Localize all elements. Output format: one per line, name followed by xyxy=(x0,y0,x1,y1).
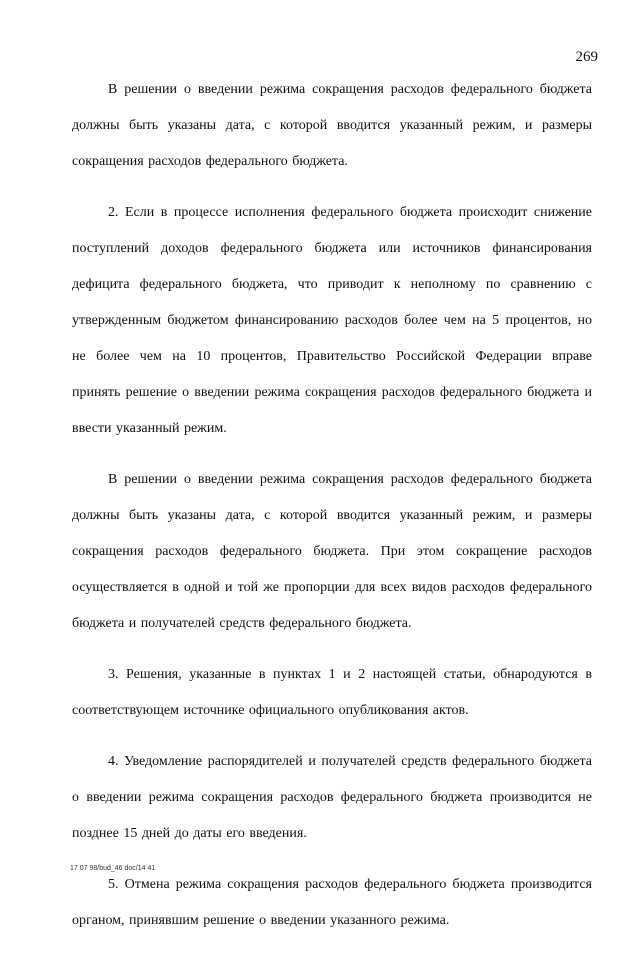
paragraph-3: В решении о введении режима сокращения расходов федерального бюджета должны быть указаны дата, с которой вводится указанный режим, и размеры сокращения расходов федерального бюджета. При этом сокращение расходов осуществляется в одной и той же пропорции для всех видов расходов федерального бюджета и получателей средств федерального бюджета. xyxy=(72,472,592,631)
page-number: 269 xyxy=(575,49,598,65)
paragraph-6: 5. Отмена режима сокращения расходов федерального бюджета производится органом, принявшим решение о введении указанного режима. xyxy=(72,877,592,928)
paragraph-4: 3. Решения, указанные в пунктах 1 и 2 настоящей статьи, обнародуются в соответствующем источнике официального опубликования актов. xyxy=(72,667,592,718)
paragraph-2: 2. Если в процессе исполнения федерального бюджета происходит снижение поступлений доходов федерального бюджета или источников финансирования дефицита федерального бюджета, что приводит к неполному по сравнению с утвержденным бюджетом финансированию расходов более чем на 5 процентов, но не более чем на 10 процентов, Правительство Российской Федерации вправе принять решение о введении режима сокращения расходов федерального бюджета и ввести указанный режим. xyxy=(72,205,592,436)
paragraph-1: В решении о введении режима сокращения расходов федерального бюджета должны быть указаны дата, с которой вводится указанный режим, и размеры сокращения расходов федерального бюджета. xyxy=(72,82,592,169)
body-text xyxy=(72,72,592,954)
footer-file-stamp: 17 07 98/bud_46 doc/14 41 xyxy=(70,865,156,872)
paragraph-5: 4. Уведомление распорядителей и получателей средств федерального бюджета о введении режима сокращения расходов федерального бюджета производится не позднее 15 дней до даты его введения. xyxy=(72,754,592,841)
